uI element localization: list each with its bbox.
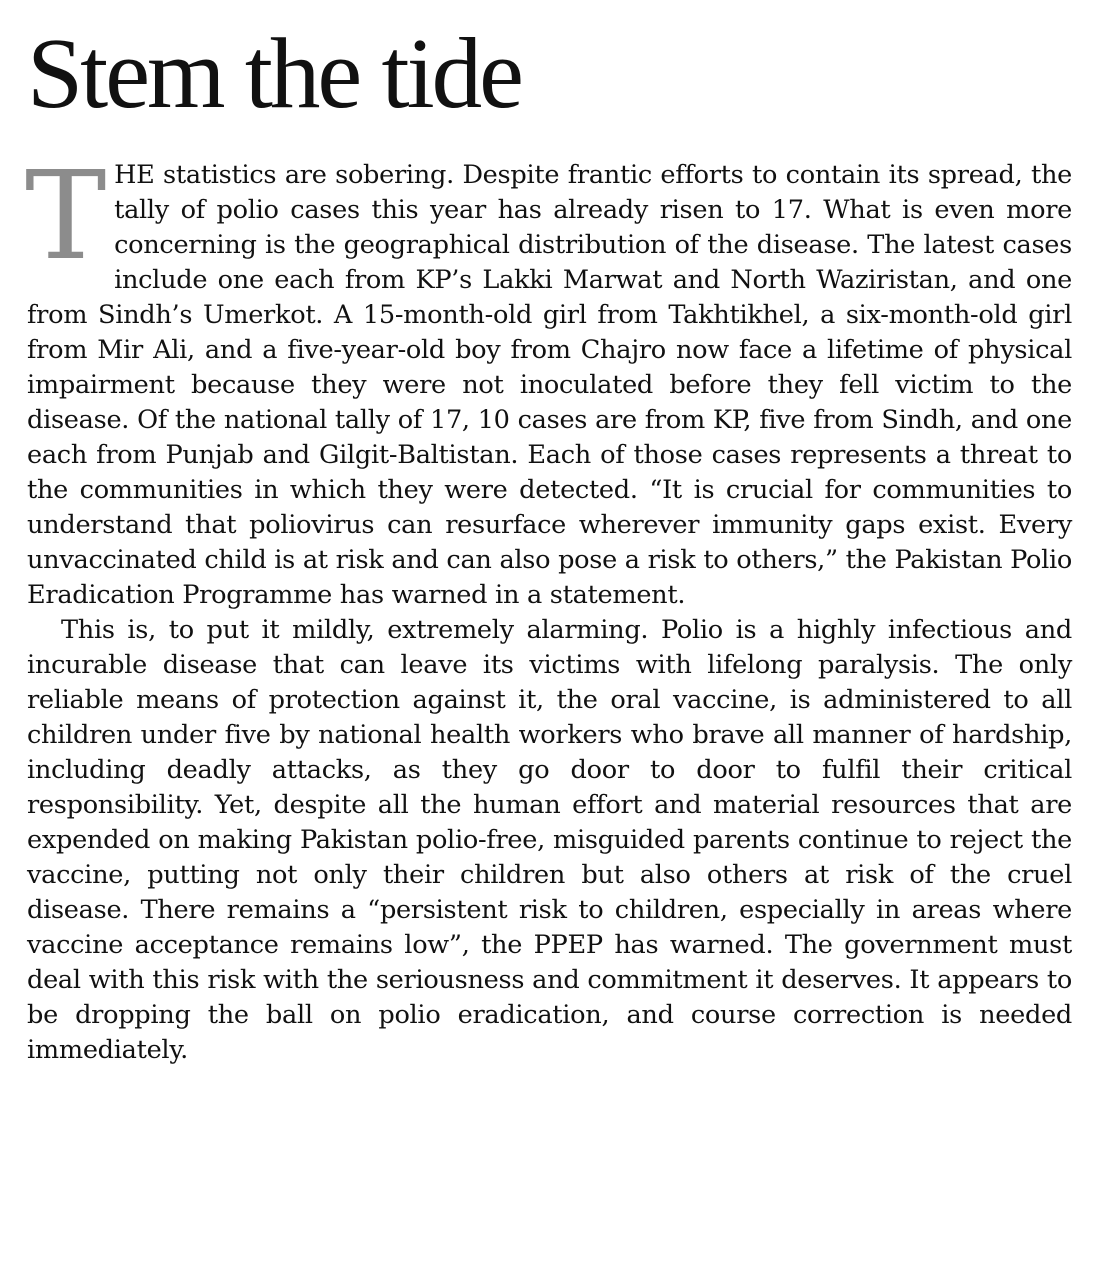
paragraph-2: This is, to put it mildly, extremely alarming. Polio is a highly infectious and incurable disease that can leave its victims with lifelong paralysis. The only reliable means of protection against it, the oral vaccine, is administered to all children under five by national health workers who brave all manner of hardship, including deadly attacks, as they go door to door to fulfil their critical responsibility. Yet, despite all the human effort and material resources that are expended on making Pakistan polio-free, misguided parents continue to reject the vaccine, putting not only their children but also others at risk of the cruel disease. There remains a “persistent risk to children, especially in areas where vaccine acceptance remains low”, the PPEP has warned. The government must deal with this risk with the seriousness and commitment it deserves. It appears to be dropping the ball on polio eradication, and course correction is needed immediately. xyxy=(27,615,1072,1065)
paragraph-1 xyxy=(25,145,1072,613)
headline: Stem the tide xyxy=(27,17,521,129)
article-body xyxy=(25,145,1072,1068)
paragraph-1-text: HE statistics are sobering. Despite frantic efforts to contain its spread, the tally of polio cases this year has already risen to 17. What is even more concerning is the geographical distribution of the disease. The latest cases include one each from KP’s Lakki Marwat and North Waziristan, and one from Sindh’s Umerkot. A 15-month-old girl from Takhtikhel, a six-month-old girl from Mir Ali, and a five-year-old boy from Chajro now face a lifetime of physical impairment because they were not inoculated before they fell victim to the disease. Of the national tally of 17, 10 cases are from KP, five from Sindh, and one each from Punjab and Gilgit-Baltistan. Each of those cases represents a threat to the communities in which they were detected. “It is crucial for communities to understand that poliovirus can resurface wherever immunity gaps exist. Every unvaccinated child is at risk and can also pose a risk to others,” the Pakistan Polio Eradication Programme has warned in a statement. xyxy=(27,160,1072,610)
drop-cap: T xyxy=(25,145,107,287)
article xyxy=(27,18,1072,1068)
